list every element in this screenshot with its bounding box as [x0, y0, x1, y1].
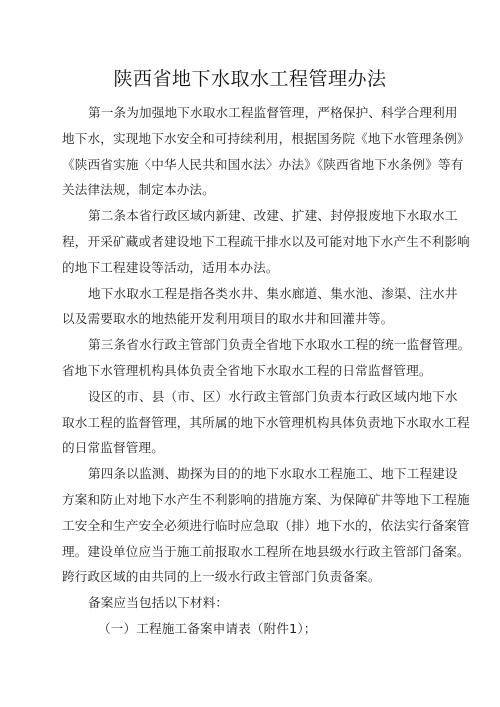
list-item: （一）工程施工备案申请表（附件1）；	[98, 620, 317, 636]
paragraph-line: 关法律法规，制定本办法。	[62, 182, 215, 198]
document-body	[62, 100, 471, 642]
paragraph-line: 跨行政区域的由共同的上一级水行政主管部门负责备案。	[62, 569, 381, 585]
paragraph-line: 的日常监督管理。	[62, 440, 164, 456]
paragraph-line: 理。建设单位应当于施工前报取水工程所在地县级水行政主管部门备案。	[62, 543, 470, 559]
paragraph-line: 以及需要取水的地热能开发利用项目的取水井和回灌井等。	[62, 311, 394, 327]
paragraph-line: 的地下工程建设等活动，适用本办法。	[62, 259, 279, 275]
paragraph-line: 第一条为加强地下水取水工程监督管理，严格保护、科学合理利用	[88, 105, 458, 120]
paragraph-line: 地下水取水工程是指各类水井、集水廊道、集水池、渗渠、注水井	[88, 285, 458, 301]
paragraph-line: 备案应当包括以下材料：	[88, 595, 229, 611]
paragraph-line: 设区的市、县（市、区）水行政主管部门负责本行政区域内地下水	[88, 388, 458, 404]
paragraph-line: 第二条本省行政区域内新建、改建、扩建、封停报废地下水取水工	[88, 208, 458, 224]
paragraph-line: 《陕西省实施〈中华人民共和国水法〉办法》《陕西省地下水条例》等有	[62, 156, 464, 172]
paragraph-line: 工安全和生产安全必须进行临时应急取（排）地下水的，依法实行备案管	[62, 517, 470, 533]
document-title: 陕西省地下水取水工程管理办法	[113, 68, 387, 90]
paragraph-line: 地下水，实现地下水安全和可持续利用，根据国务院《地下水管理条例》	[62, 130, 470, 146]
paragraph-line: 取水工程的监督管理，其所属的地下水管理机构具体负责地下水取水工程	[62, 414, 470, 430]
paragraph-line: 省地下水管理机构具体负责全省地下水取水工程的日常监督管理。	[62, 362, 432, 378]
paragraph-line: 程，开采矿藏或者建设地下工程疏干排水以及可能对地下水产生不利影响	[62, 233, 470, 249]
paragraph-line: 第三条省水行政主管部门负责全省地下水取水工程的统一监督管理。	[88, 337, 471, 353]
paragraph-line: 方案和防止对地下水产生不利影响的措施方案、为保障矿井等地下工程施	[62, 491, 470, 507]
paragraph-line: 第四条以监测、勘探为目的的地下水取水工程施工、地下工程建设	[88, 466, 458, 482]
